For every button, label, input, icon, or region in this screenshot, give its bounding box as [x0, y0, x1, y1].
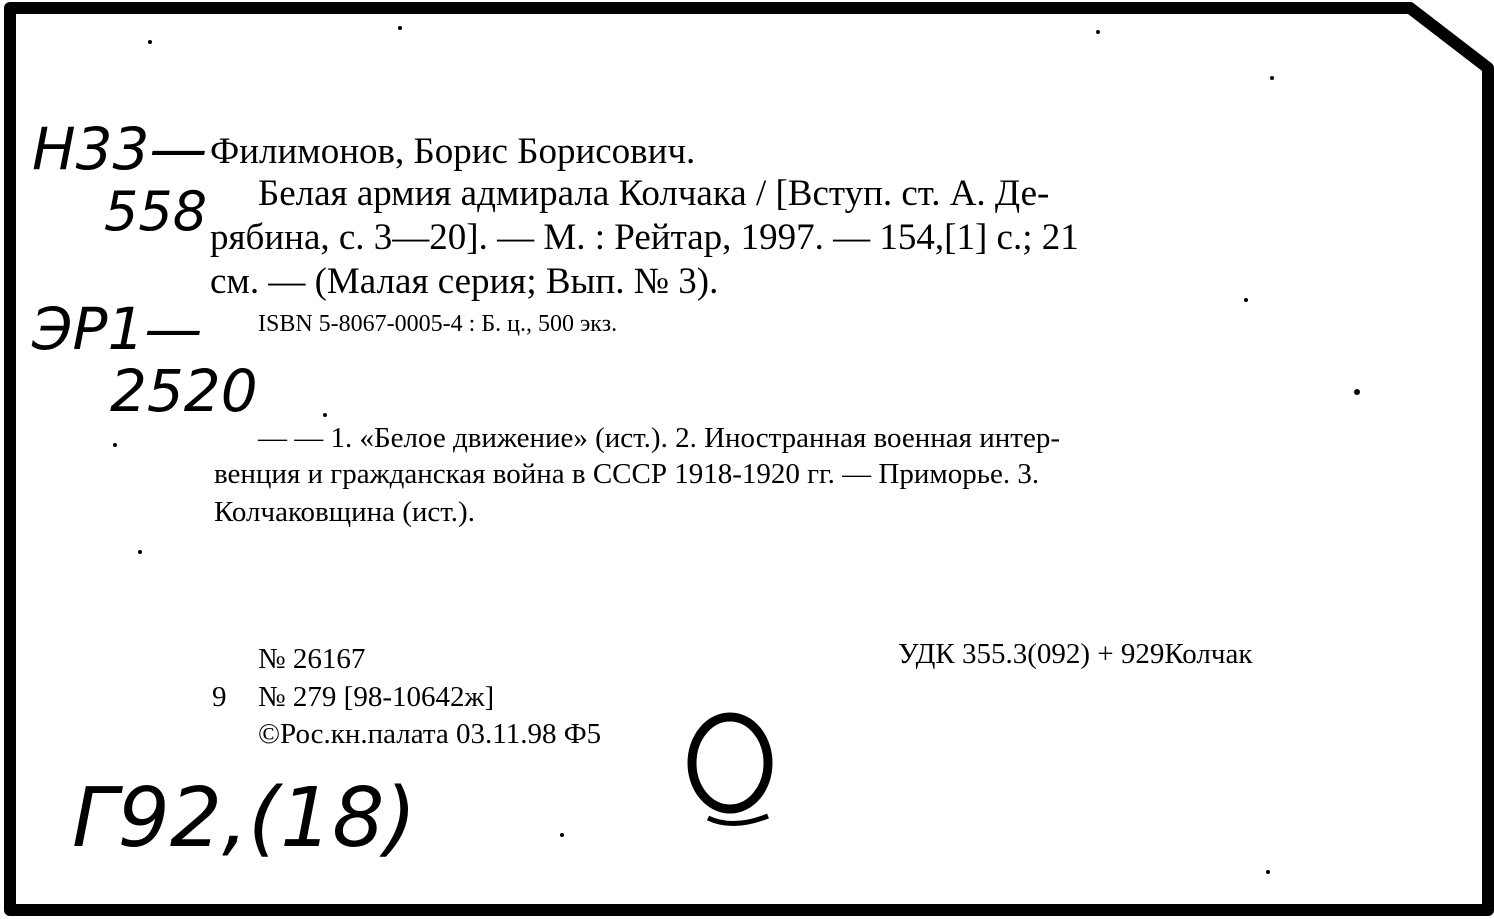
title-line-2: рябина, с. 3—20]. — М. : Рейтар, 1997. — 154,[1] с.; 21 — [210, 217, 1079, 258]
handwritten-ep1: ЭР1— — [32, 295, 203, 363]
handwritten-2520: 2520 — [110, 357, 258, 425]
card-number: № 26167 — [258, 643, 366, 675]
copyright-line: ©Рос.кн.палата 03.11.98 Ф5 — [258, 718, 602, 750]
prefix-nine: 9 — [212, 681, 227, 713]
udk-classification: УДК 355.3(092) + 929Колчак — [898, 638, 1253, 670]
title-line-1: Белая армия адмирала Колчака / [Вступ. ст. А. Де- — [258, 173, 1050, 214]
subjects-line-3: Колчаковщина (ист.). — [214, 496, 475, 528]
author-heading: Филимонов, Борис Борисович. — [210, 131, 696, 172]
handwritten-h33: Н33— — [32, 115, 208, 183]
handwritten-558: 558 — [104, 180, 208, 243]
subjects-line-2: венция и гражданская война в СССР 1918-1920 гг. — Приморье. 3. — [214, 458, 1040, 490]
handwritten-g92: Г92,(18) — [72, 771, 417, 866]
record-number: № 279 [98-10642ж] — [258, 681, 495, 713]
subjects-line-1: — — 1. «Белое движение» (ист.). 2. Иностранная военная интер- — [258, 422, 1060, 454]
title-line-3: см. — (Малая серия; Вып. № 3). — [210, 261, 719, 302]
isbn-line: ISBN 5-8067-0005-4 : Б. ц., 500 экз. — [258, 311, 618, 337]
